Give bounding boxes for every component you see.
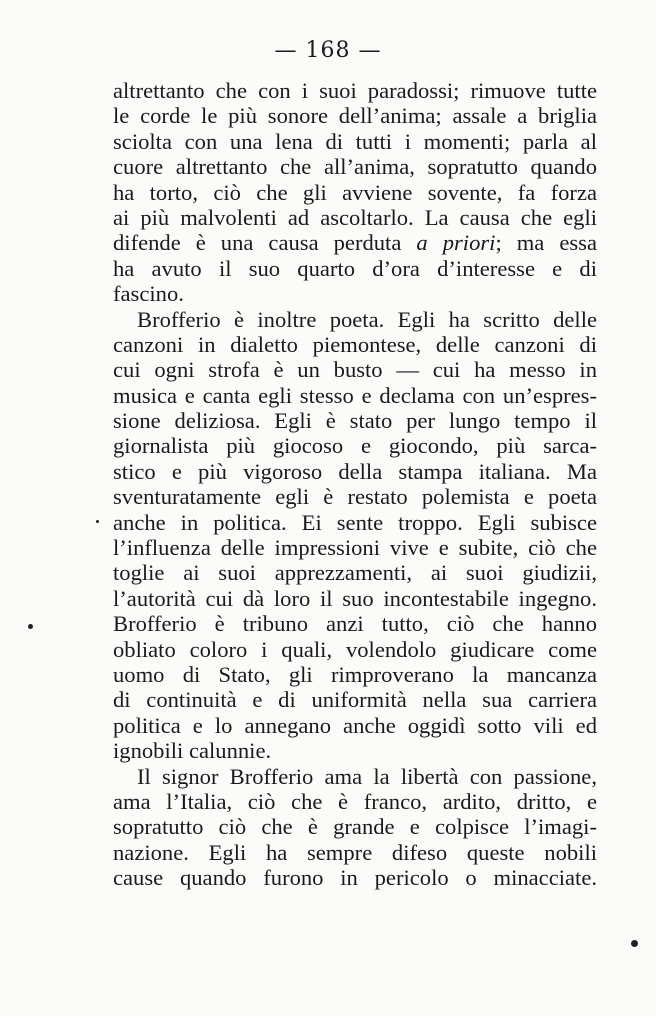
- text-line: difende è una causa perduta a priori; ma essa: [113, 230, 597, 256]
- text-line: obliato coloro i quali, volendolo giudicare come: [113, 636, 597, 662]
- text-line: uomo di Stato, gli rimproverano la mancanza: [113, 661, 597, 687]
- text-line: canzoni in dialetto piemontese, delle canzoni di: [113, 331, 597, 357]
- text-line: toglie ai suoi apprezzamenti, ai suoi giudizii,: [113, 560, 597, 586]
- text-line: cui ogni strofa è un busto — cui ha messo in: [113, 357, 597, 383]
- body-text: [113, 78, 597, 891]
- text-line: Il signor Brofferio ama la libertà con passione,: [137, 763, 597, 789]
- text-line: l’influenza delle impressioni vive e subite, ciò che: [113, 535, 597, 561]
- text-line: ha avuto il suo quarto d’ora d’interesse e di: [113, 255, 597, 281]
- text-line: cause quando furono in pericolo o minacciate.: [113, 865, 597, 891]
- text-line: ai più malvolenti ad ascoltarlo. La causa che egli: [113, 204, 597, 230]
- text-line: politica e lo annegano anche oggidì sotto vili ed: [113, 712, 597, 738]
- text-line: sciolta con una lena di tutti i momenti; parla al: [113, 128, 597, 154]
- text-line: altrettanto che con i suoi paradossi; rimuove tutte: [113, 78, 597, 103]
- text-line: giornalista più giocoso e giocondo, più sarca-: [113, 433, 597, 459]
- text-line: musica e canta egli stesso e declama con un’espres-: [113, 382, 597, 408]
- text-line: anche in politica. Ei sente troppo. Egli subisce: [113, 509, 597, 535]
- text-line: sopratutto ciò che è grande e colpisce l’imagi-: [113, 814, 597, 840]
- text-line: sventuratamente egli è restato polemista e poeta: [113, 484, 597, 510]
- text-line: ha torto, ciò che gli avviene sovente, fa forza: [113, 179, 597, 205]
- text-line: cuore altrettanto che all’anima, sopratutto quando: [113, 154, 597, 180]
- page-number: — 168 —: [274, 38, 382, 63]
- ink-speck: [96, 520, 99, 523]
- text-line: stico e più vigoroso della stampa italiana. Ma: [113, 458, 597, 484]
- text-line: le corde le più sonore dell’anima; assale a briglia: [113, 103, 597, 129]
- text-line: nazione. Egli ha sempre difeso queste nobili: [113, 839, 597, 865]
- text-line: sione deliziosa. Egli è stato per lungo tempo il: [113, 408, 597, 434]
- ink-speck: [631, 940, 638, 947]
- text-line: Brofferio è inoltre poeta. Egli ha scritto delle: [137, 306, 597, 332]
- text-line: Brofferio è tribuno anzi tutto, ciò che hanno: [113, 611, 597, 637]
- text-line: ignobili calunnie.: [113, 738, 272, 764]
- text-line: fascino.: [113, 281, 184, 307]
- text-line: di continuità e di uniformità nella sua carriera: [113, 687, 597, 713]
- text-line: l’autorità cui dà loro il suo incontestabile ingegno.: [113, 585, 597, 611]
- ink-speck: [28, 624, 33, 629]
- text-line: ama l’Italia, ciò che è franco, ardito, dritto, e: [113, 788, 597, 814]
